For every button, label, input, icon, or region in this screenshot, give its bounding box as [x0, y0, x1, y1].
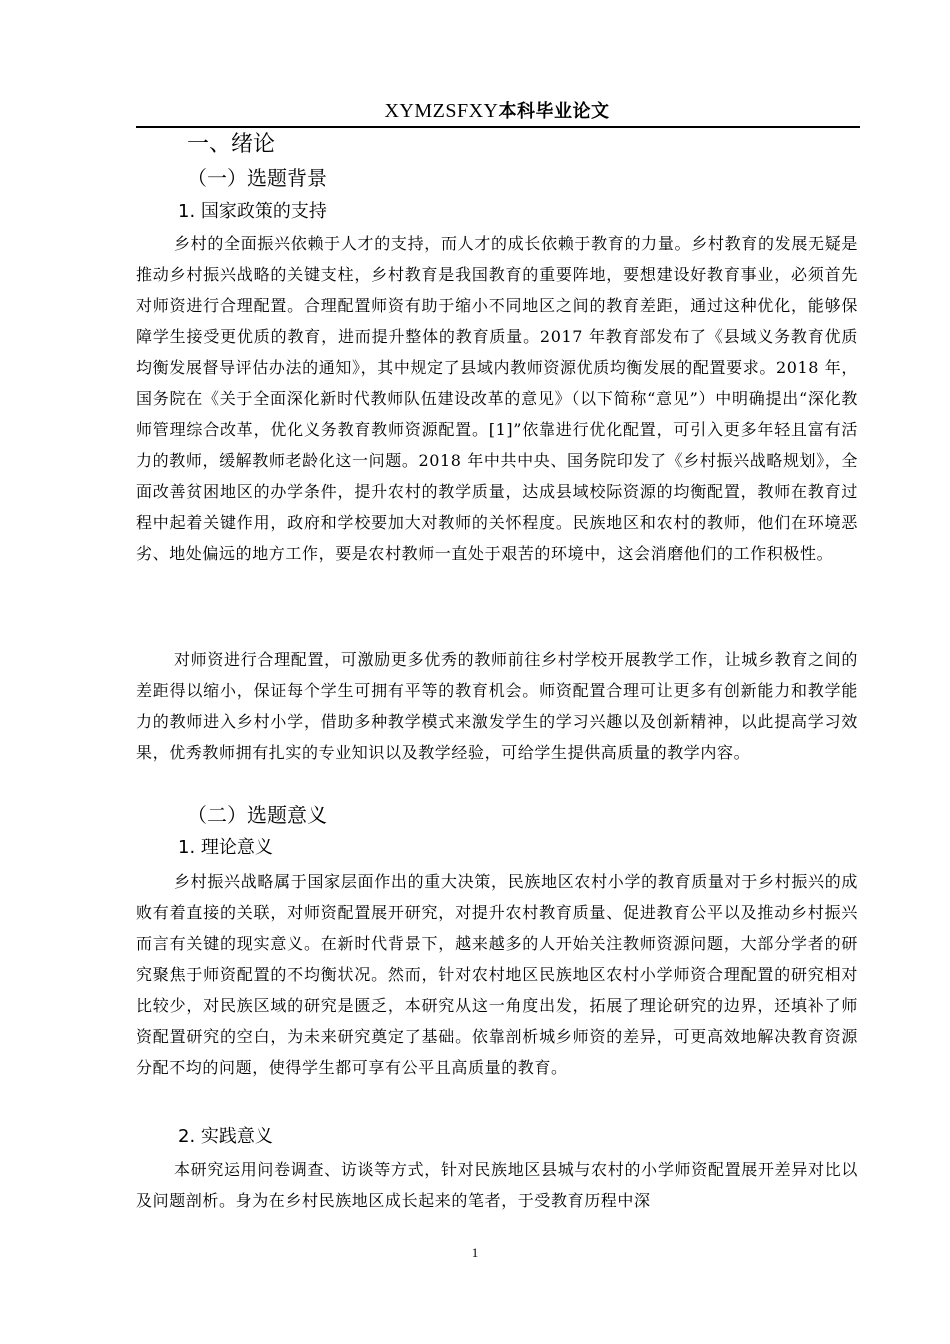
paragraph-theory: 乡村振兴战略属于国家层面作出的重大决策，民族地区农村小学的教育质量对于乡村振兴的成败有着直接的关联，对师资配置展开研究，对提升农村教育质量、促进教育公平以及推动乡村振兴而言有关键的现实意义。在新时代背景下，越来越多的人开始关注教师资源问题，大部分学者的研究聚焦于师资配置的不均衡状况。然而，针对农村地区民族地区农村小学师资合理配置的研究相对比较少，对民族区域的研究是匮乏，本研究从这一角度出发，拓展了理论研究的边界，还填补了师资配置研究的空白，为未来研究奠定了基础。依靠剖析城乡师资的差异，可更高效地解决教育资源分配不均的问题，使得学生都可享有公平且高质量的教育。	[136, 872, 858, 1077]
chapter-title: 一、绪论	[187, 132, 276, 157]
page-number: 1	[471, 1245, 479, 1260]
paragraph-allocation: 对师资进行合理配置，可激励更多优秀的教师前往乡村学校开展教学工作，让城乡教育之间的差距得以缩小，保证每个学生可拥有平等的教育机会。师资配置合理可让更多有创新能力和教学能力的教师进入乡村小学，借助多种教学模式来激发学生的学习兴趣以及创新精神，以此提高学习效果，优秀教师拥有扎实的专业知识以及教学经验，可给学生提供高质量的教学内容。	[136, 650, 858, 762]
running-header	[136, 99, 858, 124]
header-chinese: 本科毕业论文	[498, 101, 610, 122]
subsection-policy-title: 1. 国家政策的支持	[178, 201, 327, 222]
subsection-theory-title: 1. 理论意义	[178, 837, 273, 858]
header-latin: XYMZSFXY	[384, 100, 499, 122]
subsection-practice-title: 2. 实践意义	[178, 1126, 273, 1147]
section-background-title: （一）选题背景	[187, 166, 327, 190]
paragraph-practice: 本研究运用问卷调查、访谈等方式，针对民族地区县城与农村的小学师资配置展开差异对比以及问题剖析。身为在乡村民族地区成长起来的笔者，于受教育历程中深	[136, 1160, 858, 1210]
paragraph-policy: 乡村的全面振兴依赖于人才的支持，而人才的成长依赖于教育的力量。乡村教育的发展无疑是推动乡村振兴战略的关键支柱，乡村教育是我国教育的重要阵地，要想建设好教育事业，必须首先对师资进行合理配置。合理配置师资有助于缩小不同地区之间的教育差距，通过这种优化，能够保障学生接受更优质的教育，进而提升整体的教育质量。2017 年教育部发布了《县域义务教育优质均衡发展督导评估办法的通知》，其中规定了县域内教师资源优质均衡发展的配置要求。2018 年，国务院在《关于全面深化新时代教师队伍建设改革的意见》（以下简称“意见”）中明确提出“深化教师管理综合改革，优化义务教育教师资源配置。[1]”依靠进行优化配置，可引入更多年轻且富有活力的教师，缓解教师老龄化这一问题。2018 年中共中央、国务院印发了《乡村振兴战略规划》，全面改善贫困地区的办学条件，提升农村的教学质量，达成县域校际资源的均衡配置，教师在教育过程中起着关键作用，政府和学校要加大对教师的关怀程度。民族地区和农村的教师，他们在环境恶劣、地处偏远的地方工作，要是农村教师一直处于艰苦的环境中，这会消磨他们的工作积极性。	[136, 234, 858, 563]
section-significance-title: （二）选题意义	[187, 803, 327, 827]
header-rule	[136, 126, 860, 128]
